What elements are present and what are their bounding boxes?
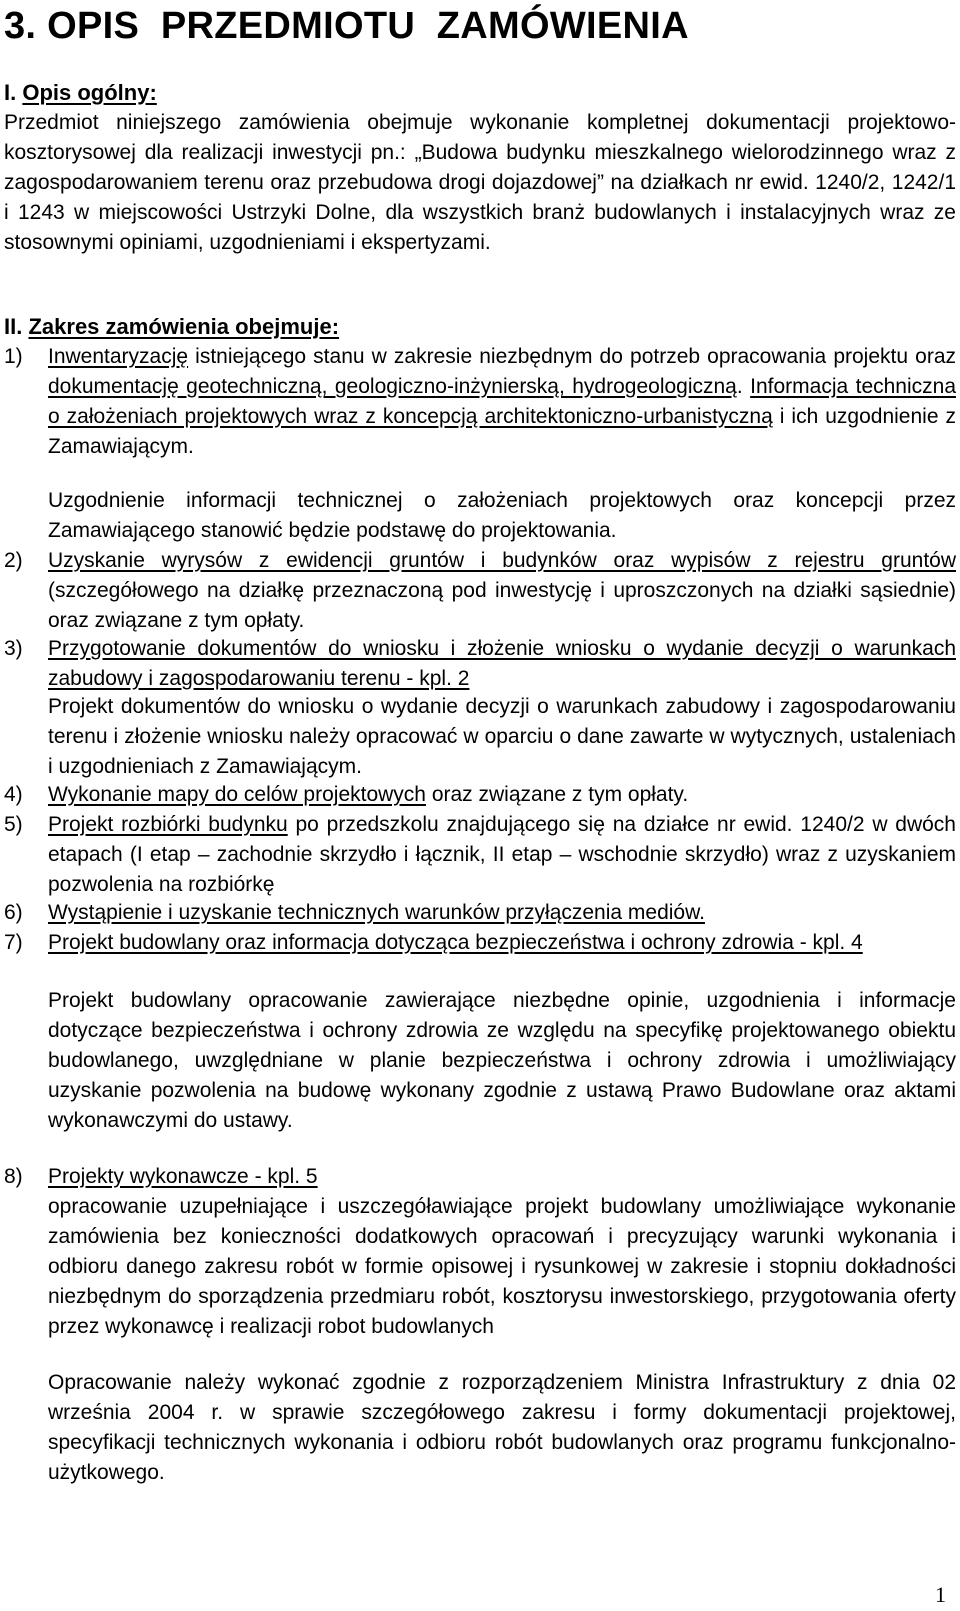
list-item-number: 8) bbox=[4, 1165, 23, 1188]
list-item-number: 5) bbox=[4, 813, 23, 836]
underlined-text: Przygotowanie dokumentów do wniosku i złożenie wniosku o wydanie decyzji o warunkach zabudowy i zagospodarowaniu terenu - kpl. 2 bbox=[48, 637, 956, 690]
list-item-number: 7) bbox=[4, 931, 23, 954]
underlined-text: Projekty wykonawcze - kpl. 5 bbox=[48, 1165, 318, 1188]
underlined-text: Projekt rozbiórki budynku bbox=[48, 813, 288, 836]
list-item-text bbox=[48, 342, 956, 462]
section-1-body: Przedmiot niniejszego zamówienia obejmuje wykonanie kompletnej dokumentacji projektowo-kosztorysowej dla realizacji inwestycji pn.: „Budowa budynku mieszkalnego wielorodzinnego wraz z zagospodarowaniem terenu oraz przebudowa drogi dojazdowej” na działkach nr ewid. 1240/2, 1242/1 i 1243 w miejscowości Ustrzyki Dolne, dla wszystkich branż budowlanych i instalacyjnych wraz ze stosownymi opiniami, uzgodnieniami i ekspertyzami. bbox=[4, 111, 956, 254]
list-item-number: 1) bbox=[4, 345, 23, 368]
list-item-number: 3) bbox=[4, 637, 23, 660]
list-item-1-extra: Uzgodnienie informacji technicznej o założeniach projektowych oraz koncepcji przez Zamawiającego stanowić będzie podstawę do projektowania. bbox=[48, 489, 956, 542]
plain-text: po przedszkolu znajdującego się na działce nr ewid. 1240/2 w dwóch etapach (I etap – zachodnie skrzydło i łącznik, II etap – wschodnie skrzydło) wraz z uzyskaniem pozwolenia na rozbiórkę bbox=[48, 813, 956, 896]
underlined-text: Projekt budowlany oraz informacja dotycząca bezpieczeństwa i ochrony zdrowia - kpl. 4 bbox=[48, 931, 863, 954]
page-title: 3. OPIS PRZEDMIOTU ZAMÓWIENIA bbox=[4, 5, 689, 47]
list-item-text bbox=[48, 898, 956, 928]
list-item-number: 4) bbox=[4, 783, 23, 806]
section-2-title: Zakres zamówienia obejmuje: bbox=[28, 314, 340, 339]
list-item-text bbox=[48, 928, 956, 958]
section-2-heading bbox=[4, 312, 339, 342]
plain-text: oraz związane z tym opłaty. bbox=[426, 783, 689, 806]
list-item-text bbox=[48, 780, 956, 810]
plain-text: (szczegółowego na działkę przeznaczoną pod inwestycję i uproszczonych na działki sąsiednie) oraz związane z tym opłaty. bbox=[48, 579, 956, 632]
section-2-number: II. bbox=[4, 314, 23, 339]
list-item-text bbox=[48, 1162, 956, 1192]
underlined-text: Uzyskanie wyrysów z ewidencji gruntów i budynków oraz wypisów z rejestru gruntów bbox=[48, 549, 956, 572]
list-item-3-extra: Projekt dokumentów do wniosku o wydanie decyzji o warunkach zabudowy i zagospodarowaniu terenu i złożenie wniosku należy opracować w oparciu o dane zawarte w wytycznych, ustaleniach i uzgodnieniach z Zamawiającym. bbox=[48, 695, 956, 778]
list-item-text bbox=[48, 546, 956, 636]
list-item-8-extra: opracowanie uzupełniające i uszczegóławiające projekt budowlany umożliwiające wykonanie zamówienia bez konieczności dodatkowych opracowań i precyzujący warunki wykonania i odbioru danego zakresu robót w formie opisowej i rysunkowej w zakresie i stopniu dokładności niezbędnym do sporządzenia przedmiaru robót, kosztorysu inwestorskiego, przygotowania oferty przez wykonawcę i realizacji robot budowlanych bbox=[48, 1195, 956, 1338]
list-item-text bbox=[48, 634, 956, 694]
section-1-title: Opis ogólny: bbox=[22, 80, 157, 105]
list-item-8-extra-2: Opracowanie należy wykonać zgodnie z rozporządzeniem Ministra Infrastruktury z dnia 02 września 2004 r. w sprawie szczegółowego zakresu i formy dokumentacji projektowej, specyfikacji technicznych wykonania i odbioru robót budowlanych oraz programu funkcjonalno-użytkowego. bbox=[48, 1371, 956, 1484]
list-item-text bbox=[48, 810, 956, 900]
underlined-text: Wykonanie mapy do celów projektowych bbox=[48, 783, 426, 806]
list-item-number: 2) bbox=[4, 549, 23, 572]
underlined-text: Wystąpienie i uzyskanie technicznych warunków przyłączenia mediów. bbox=[48, 901, 705, 924]
plain-text: . bbox=[736, 375, 751, 398]
page-number: 1 bbox=[935, 1582, 946, 1607]
plain-text: i ich uzgodnienie z Zamawiającym. bbox=[48, 405, 956, 458]
section-1-number: I. bbox=[4, 80, 17, 105]
list-item-7-extra: Projekt budowlany opracowanie zawierające niezbędne opinie, uzgodnienia i informacje dotyczące bezpieczeństwa i ochrony zdrowia ze względu na specyfikę projektowanego obiektu budowlanego, uwzględniane w planie bezpieczeństwa i ochrony zdrowia i umożliwiający uzyskanie pozwolenia na budowę wykonany zgodnie z ustawą Prawo Budowlane oraz aktami wykonawczymi do ustawy. bbox=[48, 989, 956, 1132]
underlined-text: Inwentaryzację bbox=[48, 345, 189, 368]
section-1-heading bbox=[4, 78, 157, 108]
plain-text: istniejącego stanu w zakresie niezbędnym do potrzeb opracowania projektu oraz bbox=[188, 345, 956, 368]
underlined-text: Informacja techniczna o założeniach projektowych wraz z koncepcją architektoniczno-urbanistyczną bbox=[48, 375, 956, 428]
underlined-text: dokumentację geotechniczną, geologiczno-inżynierską, hydrogeologiczną bbox=[48, 375, 737, 398]
list-item-number: 6) bbox=[4, 901, 23, 924]
